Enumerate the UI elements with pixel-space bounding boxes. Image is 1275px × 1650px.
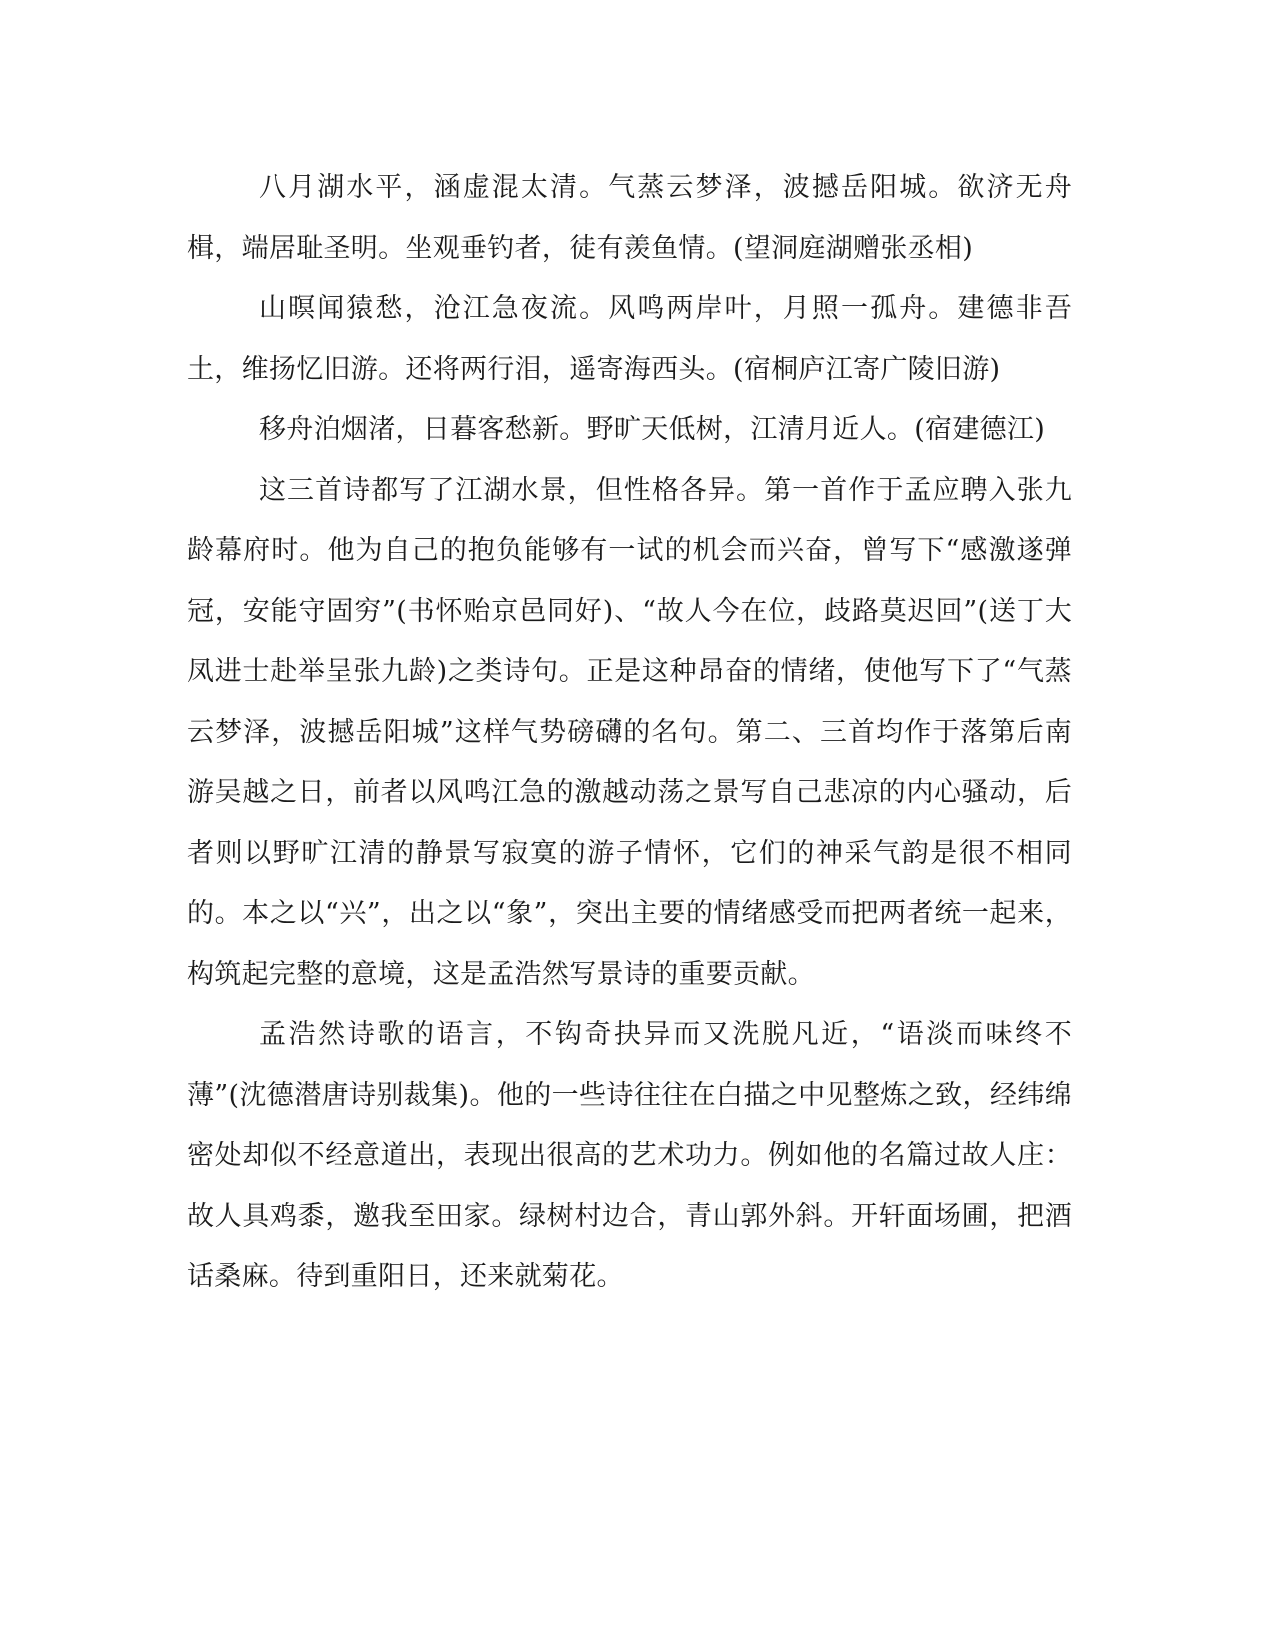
poem-paragraph-jiande: 移舟泊烟渚，日暮客愁新。野旷天低树，江清月近人。(宿建德江) bbox=[259, 414, 1046, 445]
poem-paragraph-tonglu: 山暝闻猿愁，沧江急夜流。风鸣两岸叶，月照一孤舟。建德非吾土，维扬忆旧游。还将两行泪，遥寄海西头。(宿桐庐江寄广陵旧游) bbox=[187, 293, 1072, 385]
commentary-paragraph-language: 孟浩然诗歌的语言，不钩奇抉异而又洗脱凡近，“语淡而味终不薄”(沈德潜唐诗别裁集)。他的一些诗往往在白描之中见整炼之致，经纬绵密处却似不经意道出，表现出很高的艺术功力。例如他的名篇过故人庄：故人具鸡黍，邀我至田家。绿树村边合，青山郭外斜。开轩面场圃，把酒话桑麻。待到重阳日，还来就菊花。 bbox=[187, 1019, 1072, 1292]
commentary-paragraph-landscape: 这三首诗都写了江湖水景，但性格各异。第一首作于孟应聘入张九龄幕府时。他为自己的抱负能够有一试的机会而兴奋，曾写下“感激遂弹冠，安能守固穷”(书怀贻京邑同好)、“故人今在位，歧路莫迟回”(送丁大凤进士赴举呈张九龄)之类诗句。正是这种昂奋的情绪，使他写下了“气蒸云梦泽，波撼岳阳城”这样气势磅礴的名句。第二、三首均作于落第后南游吴越之日，前者以风鸣江急的激越动荡之景写自己悲凉的内心骚动，后者则以野旷江清的静景写寂寞的游子情怀，它们的神采气韵是很不相同的。本之以“兴”，出之以“象”，突出主要的情绪感受而把两者统一起来，构筑起完整的意境，这是孟浩然写景诗的重要贡献。 bbox=[187, 474, 1072, 990]
document-page bbox=[187, 158, 1072, 1308]
poem-paragraph-dongting: 八月湖水平，涵虚混太清。气蒸云梦泽，波撼岳阳城。欲济无舟楫，端居耻圣明。坐观垂钓者，徒有羡鱼情。(望洞庭湖赠张丞相) bbox=[187, 172, 1072, 264]
